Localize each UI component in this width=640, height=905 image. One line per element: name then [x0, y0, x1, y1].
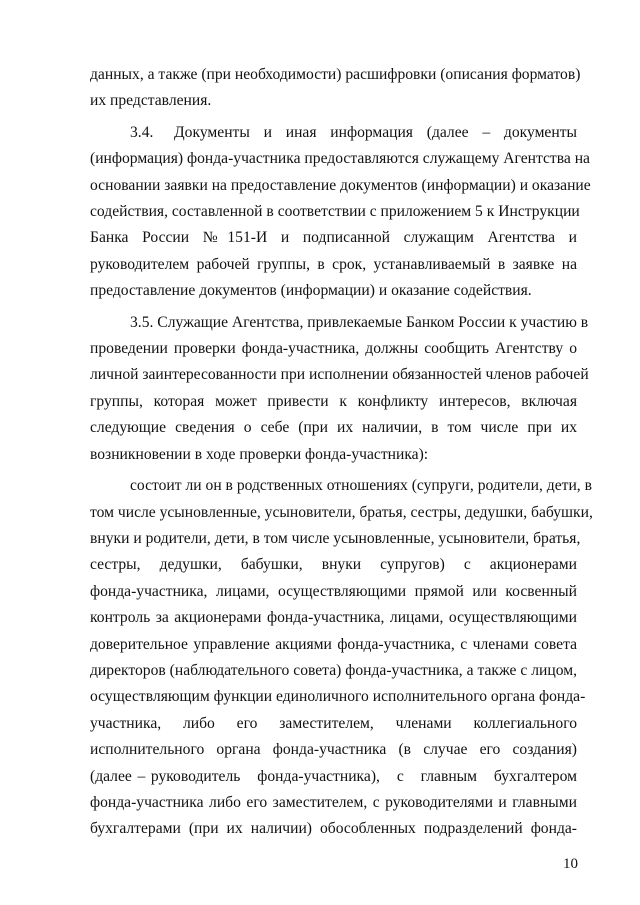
text-line: том числе усыновленные, усыновители, братья, сестры, дедушки, бабушки,: [90, 503, 593, 521]
text-line: предоставление документов (информации) и оказание содействия.: [90, 282, 532, 300]
text-line: (далее – руководитель фонда-участника), с главным бухгалтером: [90, 767, 577, 785]
paragraph-3-4: [90, 120, 591, 305]
text-line: данных, а также (при необходимости) расшифровки (описания форматов): [90, 66, 581, 83]
text-line: проведении проверки фонда-участника, должны сообщить Агентству о: [90, 340, 577, 358]
paragraph-intro-continuation: [90, 62, 581, 115]
text-line: Банка России № 151-И и подписанной служащим Агентства и: [90, 229, 577, 247]
page-number: 10: [563, 856, 578, 872]
text-line: фонда-участника либо его заместителем, с руководителями и главными: [90, 793, 577, 811]
text-line: основании заявки на предоставление документов (информации) и оказание: [90, 176, 591, 194]
text-line: возникновении в ходе проверки фонда-участника):: [90, 445, 429, 463]
text-line: доверительное управление акциями фонда-участника, с членами совета: [90, 635, 577, 653]
paragraph-3-5: [90, 310, 589, 468]
text-line: внуки и родители, дети, в том числе усыновленные, усыновители, братья,: [90, 529, 581, 547]
text-line: руководителем рабочей группы, в срок, устанавливаемый в заявке на: [90, 255, 577, 273]
text-line: директоров (наблюдательного совета) фонда-участника, а также с лицом,: [90, 661, 577, 679]
paragraph-relations: [90, 473, 593, 843]
text-line: личной заинтересованности при исполнении обязанностей членов рабочей: [90, 366, 589, 384]
text-line: состоит ли он в родственных отношениях (супруги, родители, дети, в: [130, 477, 592, 495]
text-line: 3.5. Служащие Агентства, привлекаемые Банком России к участию в: [130, 313, 589, 331]
text-line: бухгалтерами (при их наличии) обособленных подразделений фонда-: [90, 820, 577, 838]
text-line: участника, либо его заместителем, членами коллегиального: [90, 714, 577, 732]
text-line: осуществляющим функции единоличного исполнительного органа фонда-: [90, 688, 586, 706]
text-line: фонда-участника, лицами, осуществляющими прямой или косвенный: [90, 582, 577, 600]
text-line: содействия, составленной в соответствии с приложением 5 к Инструкции: [90, 203, 580, 221]
document-body: [90, 62, 593, 843]
text-line: 3.4. Документы и иная информация (далее – документы: [130, 123, 577, 141]
text-line: контроль за акционерами фонда-участника, лицами, осуществляющими: [90, 609, 577, 627]
text-line: сестры, дедушки, бабушки, внуки супругов) с акционерами: [90, 556, 577, 574]
text-line: исполнительного органа фонда-участника (в случае его создания): [90, 741, 577, 759]
text-line: (информация) фонда-участника предоставляются служащему Агентства на: [90, 150, 590, 168]
text-line: группы, которая может привести к конфликту интересов, включая: [90, 392, 577, 410]
text-line: следующие сведения о себе (при их наличии, в том числе при их: [90, 419, 577, 437]
text-line: их представления.: [90, 92, 212, 110]
